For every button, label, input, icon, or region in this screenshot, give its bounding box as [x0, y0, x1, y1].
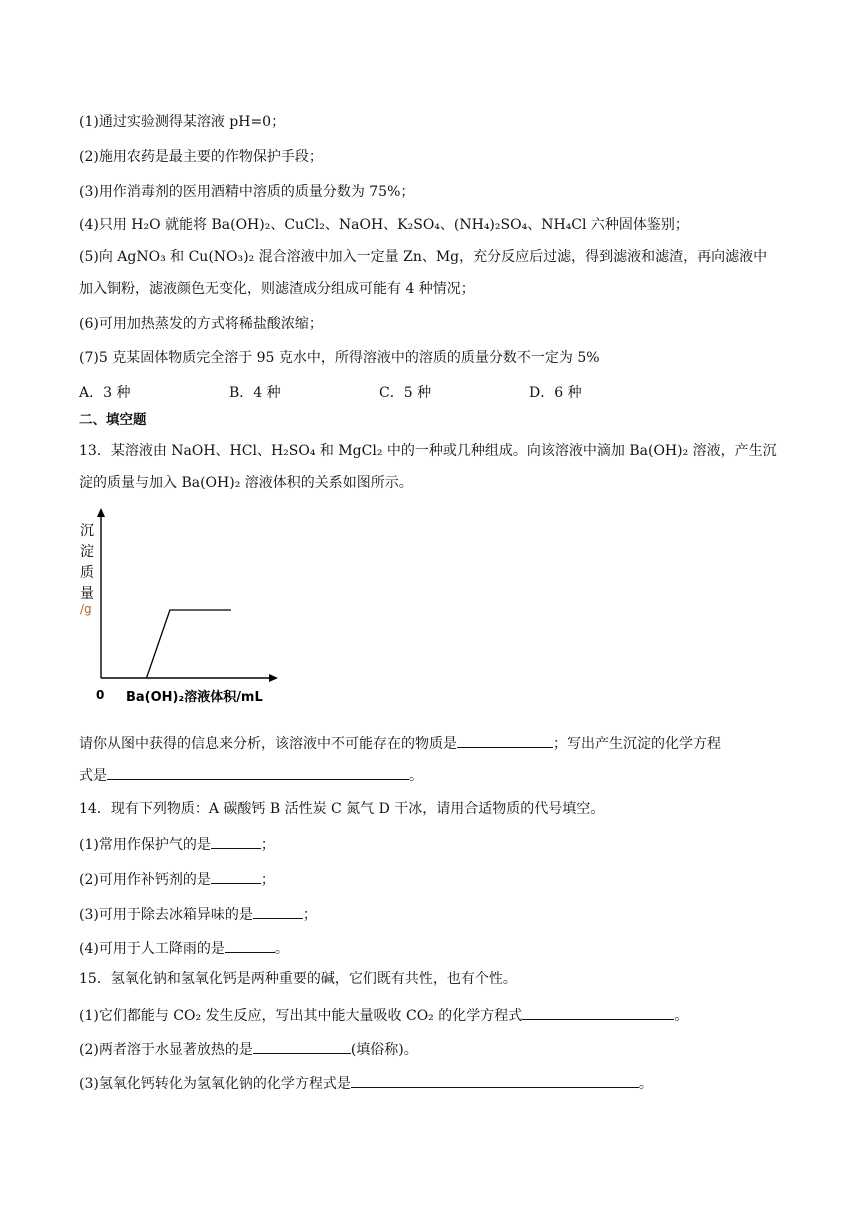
q14-part-1: [79, 834, 275, 854]
q14-part-4-end: 。: [274, 941, 289, 957]
q14-part-2: [79, 869, 275, 889]
statement-5-line2: 加入铜粉，滤液颜色无变化，则滤渣成分组成可能有 4 种情况；: [79, 281, 475, 297]
q13-blank-1[interactable]: [457, 733, 553, 748]
precipitate-chart: [74, 505, 289, 710]
q14-part-3-end: ；: [302, 907, 317, 923]
y-label-char-3: 质: [80, 565, 94, 581]
q15-intro: 15．氢氧化钠和氢氧化钙是两种重要的碱，它们既有共性，也有个性。: [79, 971, 517, 987]
q14-part-1-end: ；: [260, 837, 275, 853]
q13-answer-line2: [79, 765, 423, 785]
q13-answer-text2: 式是: [79, 768, 107, 784]
q15-part-2-label: (2)两者溶于水显著放热的是: [79, 1042, 253, 1058]
origin-label: 0: [96, 688, 105, 702]
q13-answer-after1: ；写出产生沉淀的化学方程: [553, 736, 721, 752]
series-line: [147, 610, 232, 678]
q14-part-4-label: (4)可用于人工降雨的是: [79, 941, 225, 957]
q15-part-1: [79, 1005, 688, 1025]
q13-answer-line1: [79, 733, 721, 753]
answer-choices: [79, 382, 779, 400]
q14-part-2-end: ；: [260, 872, 275, 888]
x-label: Ba(OH)₂溶液体积/mL: [126, 690, 263, 705]
choice-c: C．5 种: [379, 385, 432, 401]
q14-part-1-label: (1)常用作保护气的是: [79, 837, 211, 853]
q13-line1: 13．某溶液由 NaOH、HCl、H₂SO₄ 和 MgCl₂ 中的一种或几种组成。向该溶液中滴加 Ba(OH)₂ 溶液，产生沉: [79, 443, 777, 459]
q13-answer-text1: 请你从图中获得的信息来分析，该溶液中不可能存在的物质是: [79, 736, 457, 752]
q15-part-3-end: 。: [638, 1076, 653, 1092]
q15-part-3-label: (3)氢氧化钙转化为氢氧化钠的化学方程式是: [79, 1076, 351, 1092]
choice-a: A．3 种: [79, 385, 131, 401]
q14-part-4: [79, 938, 289, 958]
q14-blank-3[interactable]: [253, 904, 303, 919]
y-label-char-4: 量: [80, 586, 94, 602]
q13-blank-2[interactable]: [107, 765, 409, 780]
statement-4: (4)只用 H₂O 就能将 Ba(OH)₂、CuCl₂、NaOH、K₂SO₄、(NH₄)₂SO₄、NH₄Cl 六种固体鉴别；: [79, 217, 689, 233]
statement-1: (1)通过实验测得某溶液 pH=0；: [79, 114, 286, 130]
statement-5-line1: (5)向 AgNO₃ 和 Cu(NO₃)₂ 混合溶液中加入一定量 Zn、Mg，充分反应后过滤，得到滤液和滤渣，再向滤液中: [79, 249, 768, 265]
q14-part-3: [79, 904, 317, 924]
choice-b: B．4 种: [229, 385, 281, 401]
statement-3: (3)用作消毒剂的医用酒精中溶质的质量分数为 75%；: [79, 184, 415, 200]
q14-part-3-label: (3)可用于除去冰箱异味的是: [79, 907, 253, 923]
q14-intro: 14．现有下列物质：A 碳酸钙 B 活性炭 C 氮气 D 干冰，请用合适物质的代号填空。: [79, 801, 605, 817]
statement-2: (2)施用农药是最主要的作物保护手段；: [79, 149, 323, 165]
q15-part-1-label: (1)它们都能与 CO₂ 发生反应，写出其中能大量吸收 CO₂ 的化学方程式: [79, 1008, 523, 1024]
y-label-char-2: 淀: [80, 544, 94, 560]
q15-part-3: [79, 1073, 653, 1093]
q13-line2: 淀的质量与加入 Ba(OH)₂ 溶液体积的关系如图所示。: [79, 475, 413, 491]
x-axis-arrow: [269, 674, 278, 682]
section-title: 二、填空题: [79, 412, 147, 428]
q15-blank-2[interactable]: [253, 1039, 351, 1054]
q15-part-2: [79, 1039, 418, 1059]
statement-7: (7)5 克某固体物质完全溶于 95 克水中，所得溶液中的溶质的质量分数不一定为 5%: [79, 350, 600, 366]
y-label-char-1: 沉: [80, 523, 94, 539]
q15-blank-1[interactable]: [522, 1005, 674, 1020]
q14-blank-1[interactable]: [211, 834, 261, 849]
q14-blank-2[interactable]: [211, 869, 261, 884]
choice-d: D．6 种: [529, 385, 582, 401]
q14-blank-4[interactable]: [225, 938, 275, 953]
q13-answer-after2: 。: [409, 768, 423, 784]
y-axis-arrow: [97, 508, 105, 517]
statement-6: (6)可用加热蒸发的方式将稀盐酸浓缩；: [79, 316, 323, 332]
q14-part-2-label: (2)可用作补钙剂的是: [79, 872, 211, 888]
q15-part-2-end: (填俗称)。: [350, 1042, 418, 1058]
q15-part-1-end: 。: [674, 1008, 689, 1024]
y-label-unit: /g: [80, 602, 92, 616]
q15-blank-3[interactable]: [351, 1073, 639, 1088]
